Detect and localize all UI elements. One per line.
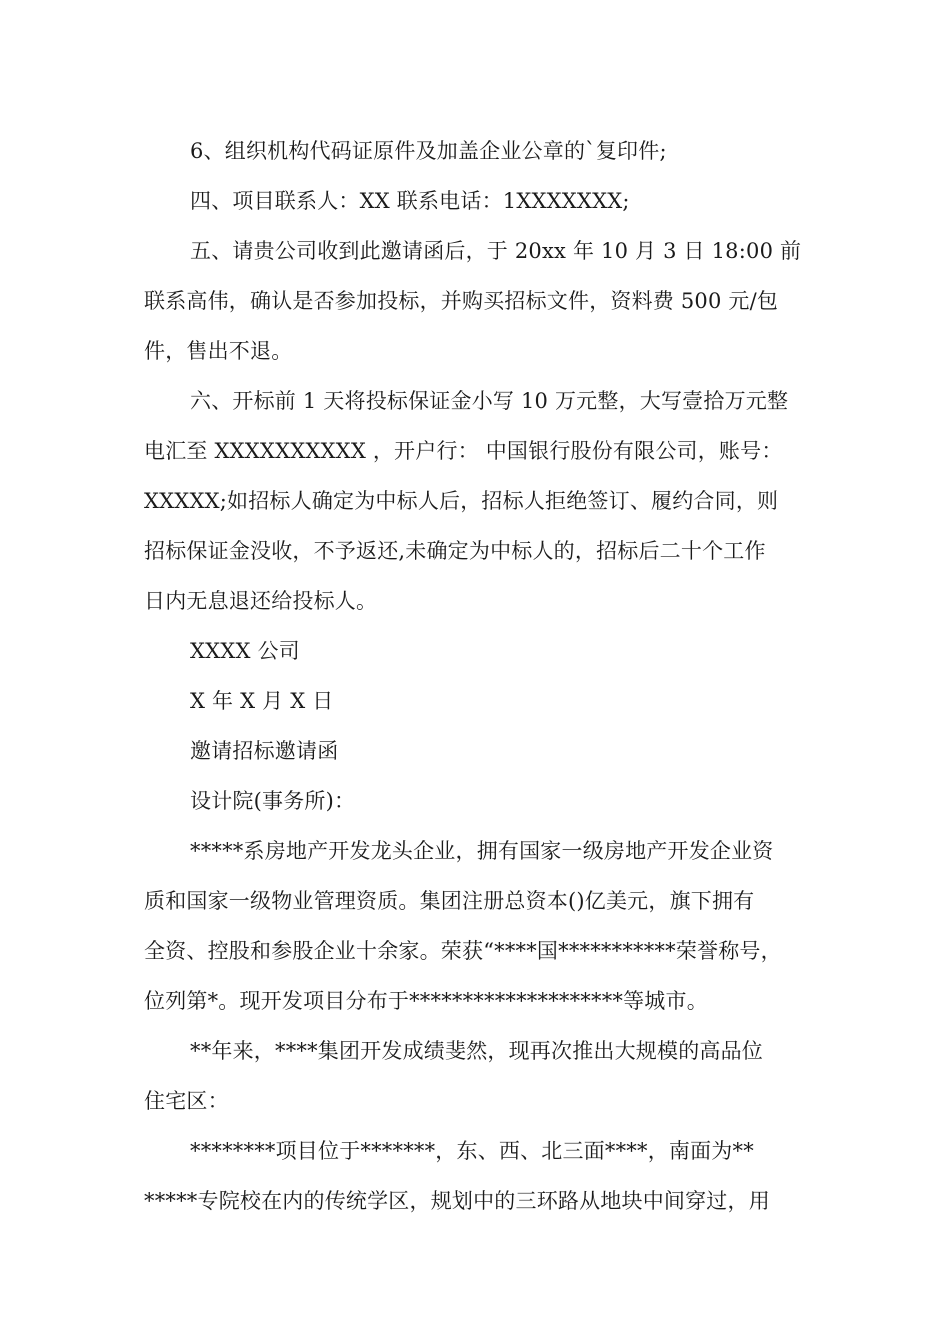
text-line-intro-2: 质和国家一级物业管理资质。集团注册总资本()亿美元，旗下拥有 bbox=[144, 889, 755, 913]
signature-date: X 年 X 月 X 日 bbox=[190, 689, 334, 713]
text-line-section-6-cont-1: 电汇至 XXXXXXXXXX ，开户行： 中国银行股份有限公司，账号： bbox=[144, 439, 783, 463]
text-line-section-6-cont-4: 日内无息退还给投标人。 bbox=[144, 589, 378, 613]
letter-title: 邀请招标邀请函 bbox=[190, 739, 339, 763]
signature-company: XXXX 公司 bbox=[190, 639, 300, 663]
text-line-section-5-cont-2: 件，售出不退。 bbox=[144, 339, 293, 363]
text-line-years-2: 住宅区： bbox=[144, 1089, 229, 1113]
text-line-section-6: 六、开标前 1 天将投标保证金小写 10 万元整，大写壹拾万元整 bbox=[190, 389, 789, 413]
text-line-section-6-cont-2: XXXXX;如招标人确定为中标人后，招标人拒绝签订、履约合同，则 bbox=[144, 489, 779, 513]
text-line-years-1: **年来，****集团开发成绩斐然，现再次推出大规模的高品位 bbox=[190, 1039, 763, 1063]
text-line-item-6: 6、组织机构代码证原件及加盖企业公章的`复印件; bbox=[190, 139, 667, 163]
text-line-intro-1: *****系房地产开发龙头企业，拥有国家一级房地产开发企业资 bbox=[190, 839, 774, 863]
text-line-section-5-cont-1: 联系高伟，确认是否参加投标，并购买招标文件，资料费 500 元/包 bbox=[144, 289, 779, 313]
text-line-contact: 四、项目联系人：XX 联系电话：1XXXXXXX; bbox=[190, 189, 630, 213]
text-line-section-5: 五、请贵公司收到此邀请函后，于 20xx 年 10 月 3 日 18:00 前 bbox=[190, 239, 802, 263]
text-line-intro-3: 全资、控股和参股企业十余家。荣获“****国***********荣誉称号， bbox=[144, 939, 782, 963]
text-line-section-6-cont-3: 招标保证金没收，不予返还,未确定为中标人的，招标后二十个工作 bbox=[144, 539, 766, 563]
letter-salutation: 设计院(事务所)： bbox=[190, 789, 356, 813]
text-line-project-1: ********项目位于*******，东、西、北三面****，南面为** bbox=[190, 1139, 754, 1163]
text-line-project-2: *****专院校在内的传统学区，规划中的三环路从地块中间穿过，用 bbox=[144, 1189, 770, 1213]
text-line-intro-4: 位列第*。现开发项目分布于********************等城市。 bbox=[144, 989, 708, 1013]
